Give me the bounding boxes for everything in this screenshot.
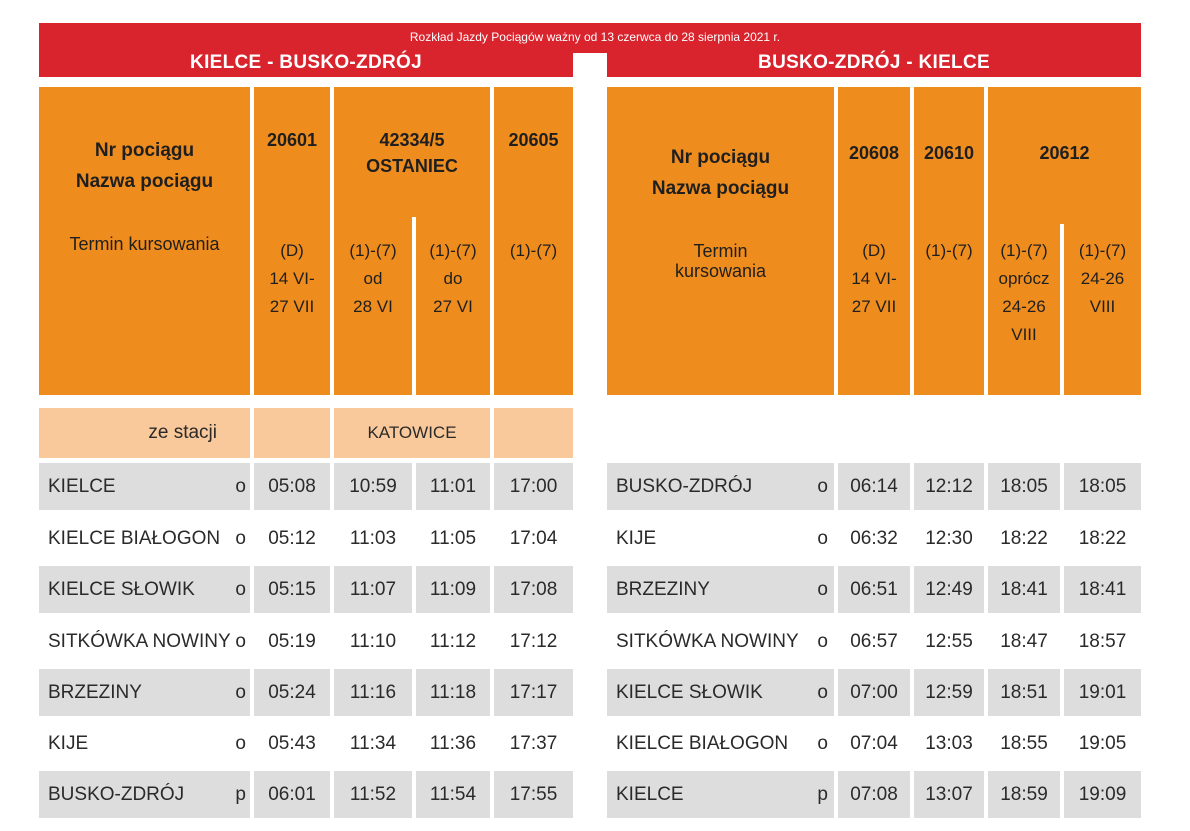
station-name: SITKÓWKA NOWINY: [48, 630, 231, 652]
stop-type-mark: o: [817, 732, 828, 754]
departure-time: 19:05: [1078, 732, 1127, 754]
from-station-empty: [494, 408, 573, 458]
station-name: BRZEZINY: [48, 681, 142, 703]
departure-time: 17:37: [509, 732, 558, 754]
departure-time: 11:36: [429, 732, 477, 754]
train-number: 42334/5: [379, 130, 445, 150]
condition-line: od: [363, 269, 383, 288]
train-number-label: Nr pociągu: [94, 140, 195, 161]
departure-time: 12:59: [914, 669, 984, 716]
station-name: KIJE: [48, 732, 89, 754]
condition-line: 27 VI: [433, 297, 473, 316]
train-name: OSTANIEC: [366, 156, 458, 176]
station-name: KIELCE: [48, 475, 116, 497]
condition-line: (D): [862, 241, 886, 260]
condition-line: 27 VII: [851, 297, 897, 316]
condition-line: 24-26: [1002, 297, 1046, 316]
train-number: 20610: [923, 143, 975, 163]
station-row-cell: [607, 771, 834, 818]
departure-time: 18:47: [1000, 630, 1048, 652]
departure-time: 11:09: [416, 566, 490, 613]
stop-type-mark: p: [817, 783, 828, 805]
train-number: 20605: [508, 130, 559, 150]
departure-time: 17:08: [494, 566, 573, 613]
departure-time: 05:15: [254, 566, 330, 613]
departure-time: 11:18: [416, 669, 490, 716]
condition-line: (1)-(7): [429, 241, 477, 260]
stop-type-mark: p: [235, 783, 246, 805]
departure-time: 12:55: [925, 630, 973, 652]
departure-time: 18:41: [988, 566, 1060, 613]
station-row-cell: [39, 463, 250, 510]
from-station-empty: [254, 408, 330, 458]
from-station-value: KATOWICE: [334, 408, 490, 458]
station-name: BUSKO-ZDRÓJ: [616, 475, 753, 497]
train-name-label: Nazwa pociągu: [75, 171, 214, 192]
from-station-label: ze stacji: [39, 408, 250, 458]
departure-time: 11:34: [349, 732, 397, 754]
condition-line: VIII: [1011, 325, 1037, 344]
train-number: 20612: [1039, 143, 1090, 163]
station-row-cell: [607, 463, 834, 510]
departure-time: 11:03: [349, 527, 397, 549]
route-left-title: KIELCE - BUSKO-ZDRÓJ: [190, 52, 422, 73]
departure-time: 05:08: [254, 463, 330, 510]
station-row-cell: [39, 515, 250, 562]
condition-line: (1)-(7): [925, 241, 973, 260]
station-row-cell: [607, 566, 834, 613]
schedule-term-label: Termin kursowania: [69, 234, 220, 254]
station-row-cell: [39, 720, 250, 767]
station-name: BRZEZINY: [616, 578, 710, 600]
station-row-cell: [39, 566, 250, 613]
condition-line: VIII: [1089, 297, 1116, 316]
departure-time: 11:05: [429, 527, 477, 549]
condition-line: 28 VI: [353, 297, 393, 316]
departure-time: 12:12: [914, 463, 984, 510]
condition-line: (1)-(7): [1078, 241, 1127, 260]
departure-time: 11:16: [334, 669, 412, 716]
station-name: BUSKO-ZDRÓJ: [48, 783, 185, 805]
condition-line: 14 VI-: [851, 269, 897, 288]
stop-type-mark: o: [817, 630, 828, 652]
departure-time: 19:01: [1064, 669, 1141, 716]
departure-time: 11:54: [416, 771, 490, 818]
departure-time: 18:55: [1000, 732, 1048, 754]
station-row-cell: [39, 771, 250, 818]
departure-time: 06:57: [850, 630, 898, 652]
condition-line: (D): [280, 241, 304, 260]
condition-line: (1)-(7): [1000, 241, 1048, 260]
departure-time: 06:32: [850, 527, 898, 549]
train-number-label: Nr pociągu: [670, 147, 771, 168]
station-name: KIELCE SŁOWIK: [616, 681, 763, 703]
station-name: SITKÓWKA NOWINY: [616, 630, 799, 652]
stop-type-mark: o: [817, 681, 828, 703]
departure-time: 13:07: [914, 771, 984, 818]
departure-time: 12:30: [925, 527, 973, 549]
departure-time: 11:10: [349, 630, 397, 652]
departure-time: 11:01: [416, 463, 490, 510]
departure-time: 18:41: [1064, 566, 1141, 613]
departure-time: 18:57: [1078, 630, 1127, 652]
departure-time: 05:19: [268, 630, 316, 652]
departure-time: 11:07: [334, 566, 412, 613]
right-label-cell: [607, 87, 834, 395]
departure-time: 18:05: [988, 463, 1060, 510]
left-label-cell: [39, 87, 250, 395]
departure-time: 05:12: [268, 527, 316, 549]
departure-time: 06:14: [838, 463, 910, 510]
departure-time: 17:17: [494, 669, 573, 716]
stop-type-mark: o: [235, 732, 246, 754]
stop-type-mark: o: [235, 630, 246, 652]
right-train-col-1: [838, 87, 910, 395]
departure-time: 17:00: [494, 463, 573, 510]
condition-line: (1)-(7): [509, 241, 558, 260]
stop-type-mark: o: [817, 578, 828, 600]
departure-time: 17:12: [509, 630, 558, 652]
departure-time: 17:55: [494, 771, 573, 818]
station-name: KIELCE BIAŁOGON: [616, 732, 789, 754]
route-right-title: BUSKO-ZDRÓJ - KIELCE: [758, 52, 990, 73]
stop-type-mark: o: [235, 475, 246, 497]
station-name: KIELCE: [616, 783, 684, 805]
departure-time: 18:22: [1000, 527, 1048, 549]
departure-time: 13:03: [925, 732, 973, 754]
departure-time: 18:05: [1064, 463, 1141, 510]
departure-time: 18:51: [988, 669, 1060, 716]
right-train-col-2: [914, 87, 984, 395]
station-row-cell: [607, 720, 834, 767]
station-name: KIELCE SŁOWIK: [48, 578, 195, 600]
station-row-cell: [607, 618, 834, 665]
train-number: 20601: [266, 130, 318, 150]
departure-time: 07:04: [850, 732, 898, 754]
departure-time: 07:00: [838, 669, 910, 716]
departure-time: 18:22: [1078, 527, 1127, 549]
condition-line: do: [443, 269, 463, 288]
condition-line: (1)-(7): [349, 241, 397, 260]
schedule-term-label: Termin kursowania: [674, 241, 767, 281]
stop-type-mark: o: [235, 527, 246, 549]
stop-type-mark: o: [817, 527, 828, 549]
left-train-col-3: [494, 87, 573, 395]
train-name-label: Nazwa pociągu: [651, 178, 790, 199]
departure-time: 18:59: [988, 771, 1060, 818]
stop-type-mark: o: [817, 475, 828, 497]
condition-line: 27 VII: [269, 297, 315, 316]
station-name: KIELCE BIAŁOGON: [48, 527, 221, 549]
departure-time: 05:24: [254, 669, 330, 716]
station-row-cell: [39, 669, 250, 716]
condition-line: 24-26: [1080, 269, 1125, 288]
timetable-title: Rozkład Jazdy Pociągów ważny od 13 czerwca do 28 sierpnia 2021 r.: [409, 30, 781, 44]
condition-line: 14 VI-: [269, 269, 315, 288]
departure-time: 10:59: [334, 463, 412, 510]
station-row-cell: [39, 618, 250, 665]
station-row-cell: [607, 515, 834, 562]
departure-time: 05:43: [268, 732, 316, 754]
departure-time: 07:08: [838, 771, 910, 818]
station-row-cell: [607, 669, 834, 716]
station-name: KIJE: [616, 527, 657, 549]
departure-time: 06:01: [254, 771, 330, 818]
departure-time: 19:09: [1064, 771, 1141, 818]
left-train-col-1: [254, 87, 330, 395]
train-number: 20608: [848, 143, 900, 163]
departure-time: 11:52: [334, 771, 412, 818]
stop-type-mark: o: [235, 578, 246, 600]
departure-time: 12:49: [914, 566, 984, 613]
stop-type-mark: o: [235, 681, 246, 703]
departure-time: 17:04: [509, 527, 558, 549]
condition-line: oprócz: [998, 269, 1050, 288]
departure-time: 06:51: [838, 566, 910, 613]
departure-time: 11:12: [429, 630, 477, 652]
